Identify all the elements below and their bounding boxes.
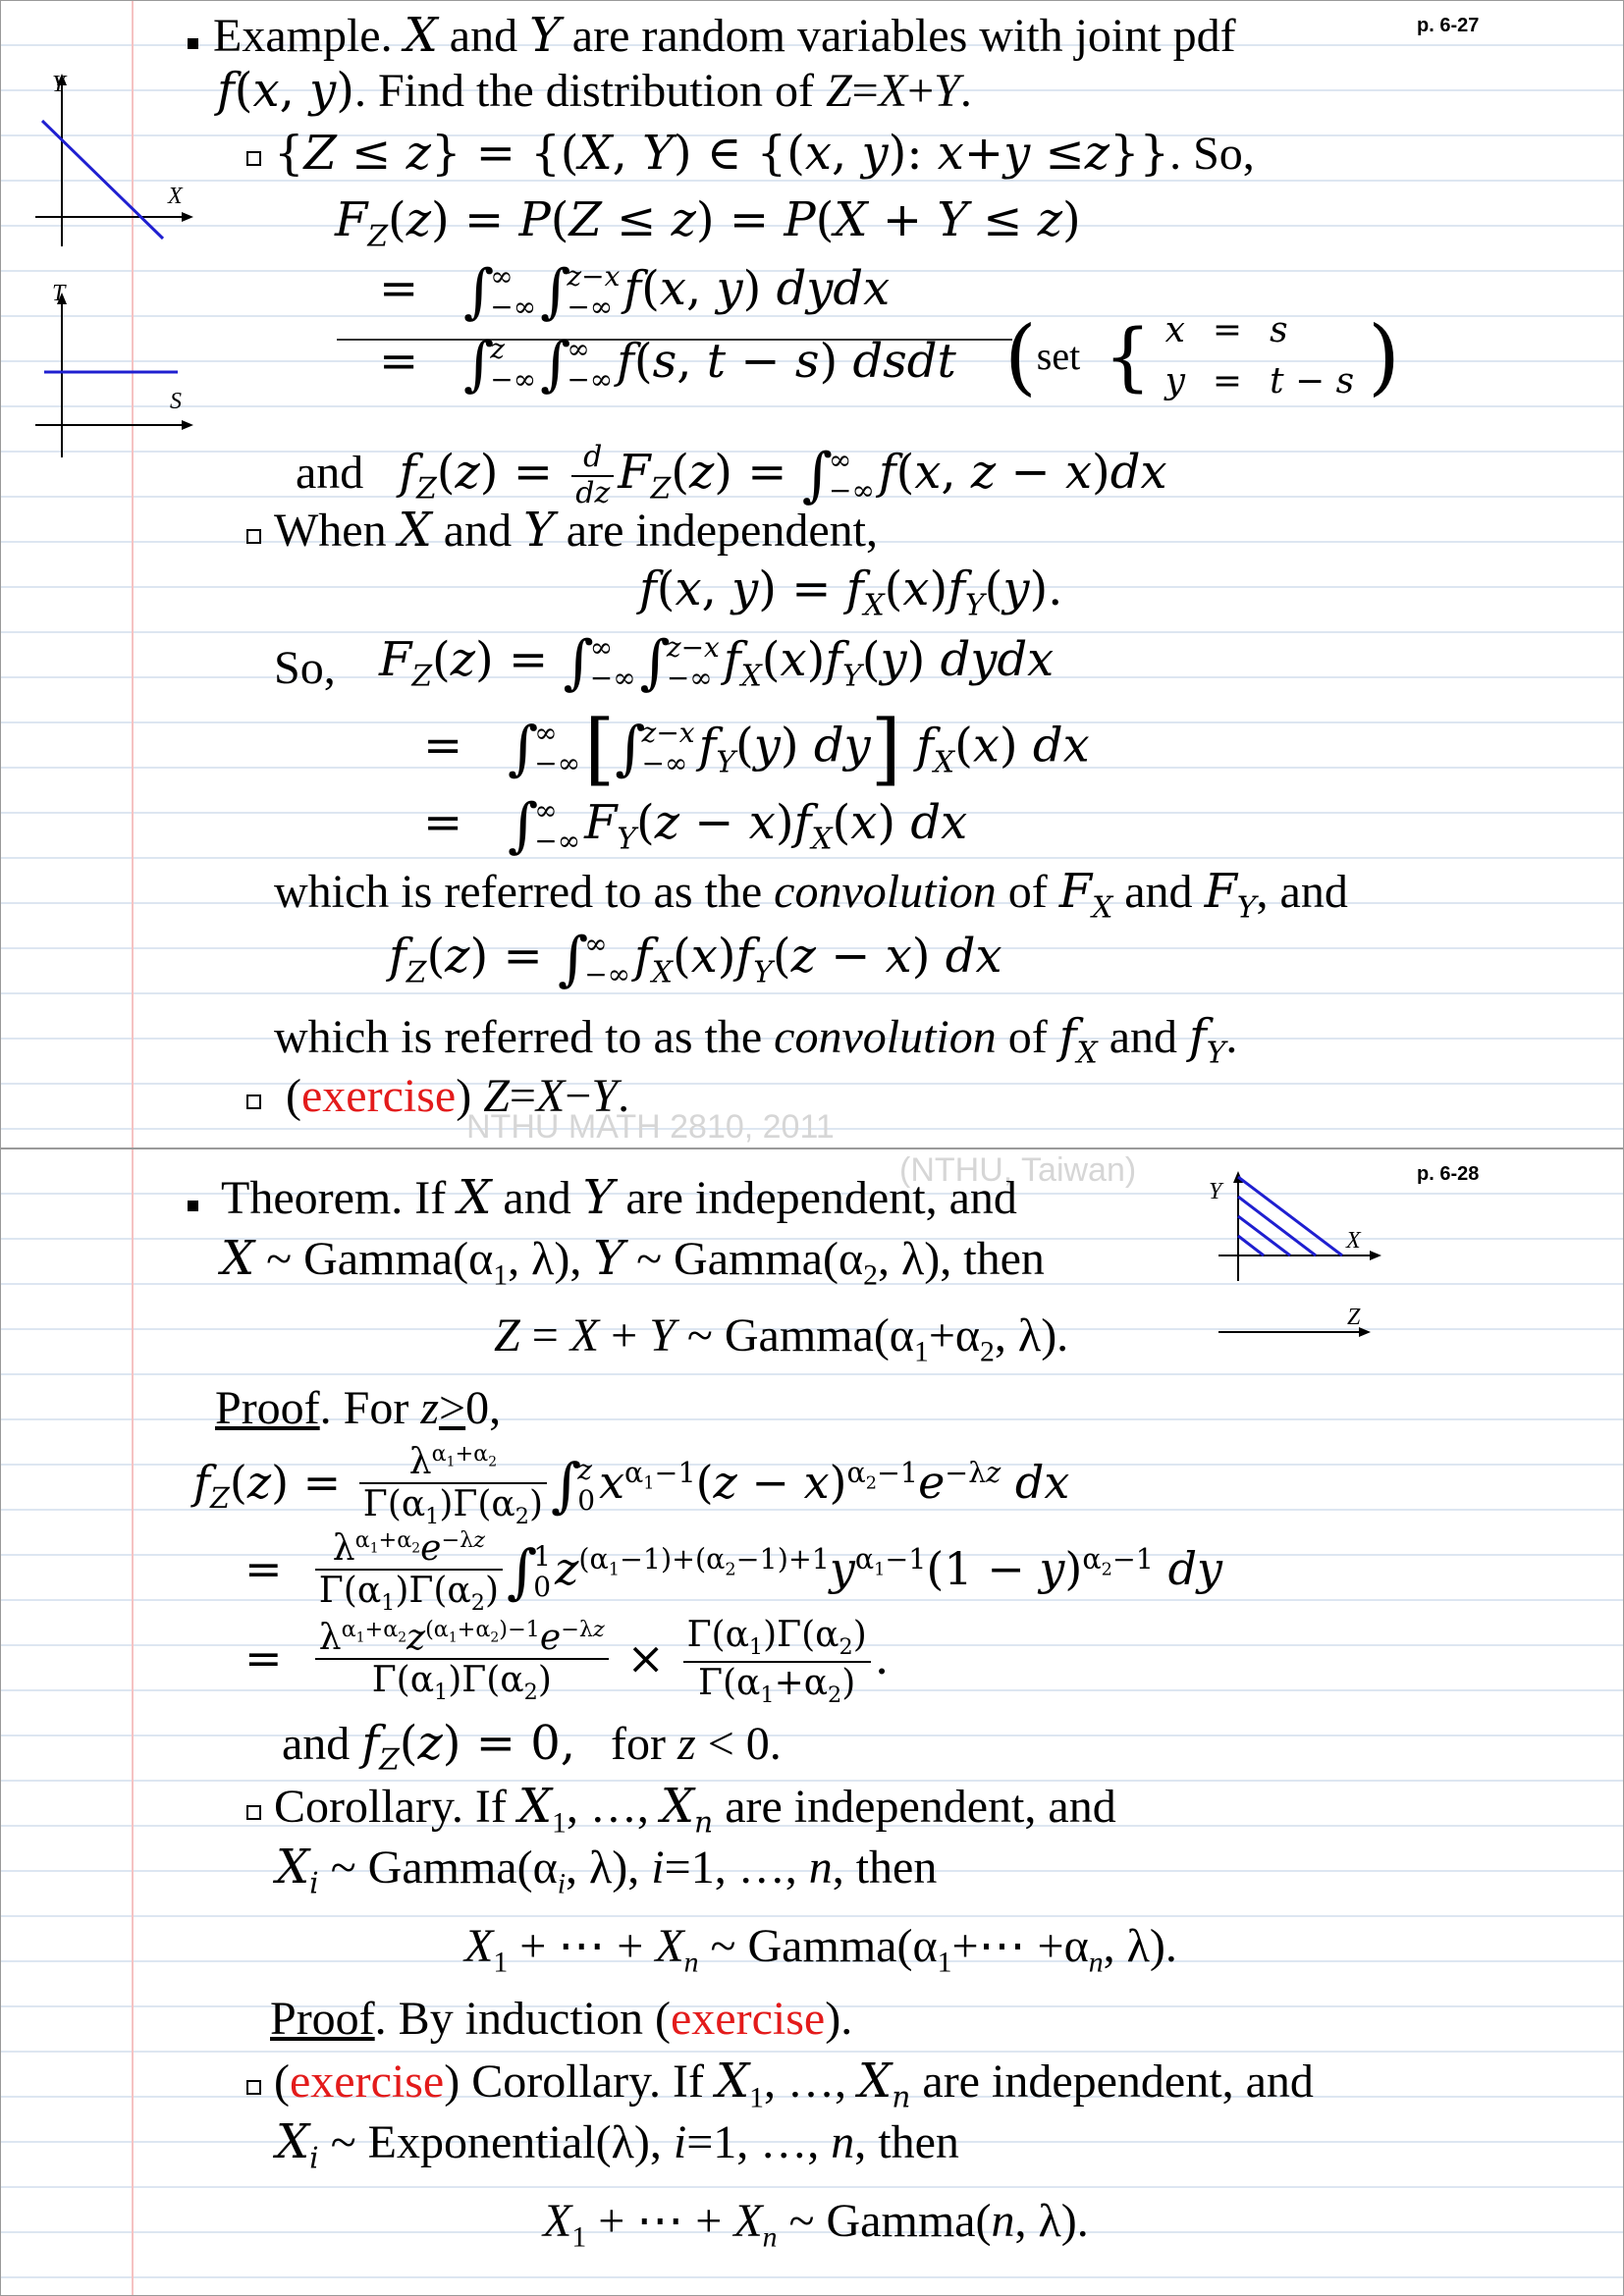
cdf-bracketed-integral: = ∫ ∞ −∞ [∫ z−x −∞ $f_Y(y)$ dy] $f_X(x)$ dx (423, 703, 1090, 794)
cdf-convolution-integral: = ∫ ∞ −∞ $F_Y(z - x)f_X(x)$ dx (423, 791, 968, 860)
sub-bullet (246, 1095, 261, 1109)
sub-bullet (246, 2080, 261, 2095)
z-axis-diagram (1214, 1305, 1380, 1344)
svg-text:S: S (170, 389, 182, 414)
exponential-corollary-conclusion: $X_1$ + ⋯ + $X_n$ ~ Gamma(n, λ). (543, 2195, 1089, 2254)
joint-pdf-product: f(x, $y) = f_X(x)f_Y(y)$. (639, 561, 1063, 623)
proof-label: Proof (215, 1382, 320, 1434)
svg-text:Y: Y (1209, 1179, 1222, 1204)
cdf-equation: $F_Z(z) = P(Z \le z) = P(X + Y \le z)$ (335, 192, 1081, 254)
gamma-pdf-substituted: = $\frac{\lambda^{\alpha_1+\alpha_2}e^{-\lambda z}}{\Gamma(\alpha_1)\Gamma(\alpha_2)}$ ∫ 1 0 $z^{(\alpha_1-1)+(\alpha_2-1)+1}y^{\alpha_1-1}(1 - y)^{\alpha_2-1}$ dy (244, 1527, 1222, 1617)
event-equation: {Z ≤ z} = {(X, Y) ∈ {(x, y): x+y ≤z}}. So, (274, 126, 1255, 181)
corollary-line-1: Corollary. If $X_1$, …, $X_n$ are independent, and (274, 1779, 1116, 1841)
svg-text:Y: Y (52, 72, 66, 97)
proof2-label: Proof (270, 1993, 375, 2045)
pdf-convolution-integral: $f_Z(z)$ = ∫ ∞ −∞ $f_X(x)f_Y(z - x)$ dx (389, 925, 1002, 993)
slide-6-28 (0, 1148, 1624, 2296)
page-number: p. 6-28 (1417, 1163, 1480, 1185)
cdf-independent-integral: $F_Z(z)$ = ∫ ∞ −∞ ∫ z−x −∞ $f_X(x)f_Y(y)$ dydx (379, 628, 1055, 697)
theorem-label: Theorem. (221, 1172, 404, 1224)
cdf-double-integral: = ∫ ∞ −∞ ∫ z−x −∞ f(x, y) dydx (379, 257, 891, 326)
independent-line: When X and Y are independent, (274, 503, 878, 558)
pdf-equation: and $f_Z(z)$ = $\frac{d}{dz}$ $F_Z(z)$ = ∫ ∞ −∞ f(x, z − x)dx (296, 440, 1167, 510)
example-line-1: Example. X and Y are random variables with joint pdf (213, 8, 1236, 63)
gamma-pdf-integral: $f_Z(z)$ = $\frac{\lambda^{\alpha_1+\alpha_2}}{\Gamma(\alpha_1)\Gamma(\alpha_2)}$ ∫ z 0 $x^{\alpha_1-1}(z - x)^{\alpha_2-1}e^{-\lambda z}$ dx (193, 1441, 1070, 1530)
svg-text:X: X (1346, 1228, 1361, 1254)
sub-bullet (246, 151, 261, 166)
margin-line (132, 1149, 134, 2295)
exponential-corollary-line-1: (exercise) Corollary. If $X_1$, …, $X_n$ are independent, and (274, 2054, 1314, 2115)
convolution-pdf-line: which is referred to as the convolution of $f_X$ and $f_Y$. (274, 1009, 1238, 1071)
region-st-diagram (30, 281, 197, 462)
exercise-label: exercise (670, 1993, 826, 2045)
proof-line: Proof. For z>0, (215, 1382, 502, 1434)
corollary-line-2: $X_i$ ~ $Gamma(\alpha_i$, λ), i=1, …, n, then (276, 1840, 938, 1901)
watermark: (NTHU, Taiwan) (899, 1151, 1137, 1189)
induction-proof-line: Proof. By induction (exercise). (270, 1993, 853, 2045)
example-line-2: f(x, y). Find the distribution of Z=X+Y. (217, 63, 972, 118)
region-xy-diagram (30, 70, 197, 246)
theorem-conclusion: Z = X + Y ~ $Gamma(\alpha_1+\alpha_2$, λ). (494, 1309, 1069, 1368)
so-label: So, (274, 642, 336, 694)
corollary-conclusion: $X_1$ + ⋯ + $X_n$ ~ $Gamma(\alpha_1+\cdots +\alpha_n$, λ). (464, 1920, 1177, 1979)
cdf-substituted-integral: = ∫ z −∞ ∫ ∞ −∞ f(s, t − s) dsdt (379, 330, 956, 399)
bullet (188, 38, 198, 49)
exercise-label: exercise (289, 2056, 445, 2108)
sub-bullet (246, 529, 261, 544)
zero-case-line: and $f_Z(z) = 0$, for z < 0. (282, 1716, 782, 1778)
svg-text:Z: Z (1347, 1305, 1361, 1330)
substitution-box: (set { x = s y = t − s ) (1004, 308, 1400, 405)
page-number: p. 6-27 (1417, 15, 1480, 36)
convolution-cdf-line: which is referred to as the convolution of $F_X$ and $F_Y$, and (274, 864, 1348, 926)
exercise-line: (exercise) Z=X−Y. (286, 1070, 630, 1122)
bullet (188, 1201, 198, 1211)
gamma-pdf-result: = $\frac{\lambda^{\alpha_1+\alpha_2}z^{(\alpha_1+\alpha_2)-1}e^{-\lambda z}}{\Gamma(\alpha_1)\Gamma(\alpha_2)}$ × $\frac{\Gamma(\alpha_1)\Gamma(\alpha_2)}{\Gamma(\alpha_1+\alpha_2)}$ . (244, 1615, 890, 1709)
sub-bullet (246, 1805, 261, 1820)
theorem-line-2: X ~ $Gamma(\alpha_1$, λ), Y ~ $Gamma(\alpha_2$, λ), then (221, 1231, 1045, 1292)
watermark: NTHU MATH 2810, 2011 (466, 1108, 835, 1146)
exponential-corollary-line-2: $X_i$ ~ Exponential(λ), i=1, …, n, then (276, 2114, 959, 2176)
theorem-line-1: Theorem. If X and Y are independent, and (221, 1170, 1017, 1225)
svg-text:X: X (168, 184, 183, 209)
svg-text:T: T (52, 281, 66, 306)
region-hatched-diagram (1199, 1167, 1395, 1285)
example-label: Example. (213, 10, 393, 62)
corollary-label: Corollary. (274, 1781, 463, 1833)
exercise-label: exercise (300, 1070, 457, 1122)
